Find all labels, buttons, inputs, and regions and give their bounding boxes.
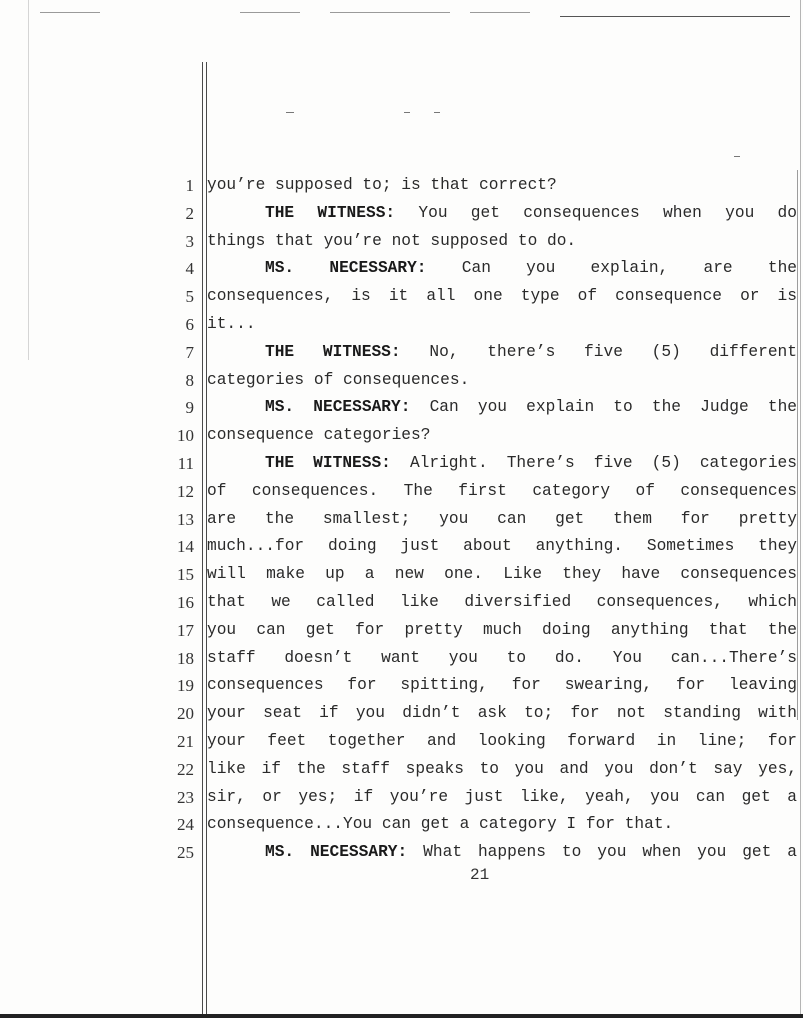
line-text bbox=[207, 756, 797, 784]
spoken-text: Can you explain, are the bbox=[461, 259, 798, 278]
spoken-text: things that you’re not supposed to do. bbox=[207, 231, 577, 250]
spoken-text: consequence...You can get a category I for that. bbox=[207, 815, 674, 834]
line-number: 5 bbox=[185, 287, 194, 307]
margin-rule-right bbox=[797, 170, 798, 720]
transcript-line bbox=[150, 561, 797, 589]
speaker-label: MS. NECESSARY: bbox=[265, 843, 408, 862]
line-text bbox=[207, 339, 797, 367]
scan-artifact bbox=[330, 12, 450, 13]
line-text bbox=[207, 311, 797, 339]
line-text bbox=[207, 506, 797, 534]
line-text bbox=[207, 672, 797, 700]
transcript-line bbox=[150, 172, 797, 200]
speaker-label: THE WITNESS: bbox=[265, 453, 391, 472]
transcript-line bbox=[150, 589, 797, 617]
page-edge-left bbox=[28, 0, 29, 360]
line-text bbox=[207, 478, 797, 506]
transcript-line bbox=[150, 311, 797, 339]
transcript-lines bbox=[150, 172, 797, 867]
scan-artifact bbox=[434, 112, 440, 113]
line-text bbox=[207, 589, 797, 617]
line-number: 18 bbox=[177, 648, 194, 668]
transcript-line bbox=[150, 506, 797, 534]
spoken-text: staff doesn’t want you to do. You can...There’s bbox=[207, 648, 797, 667]
spoken-text: consequence categories? bbox=[207, 426, 431, 445]
line-number: 10 bbox=[177, 426, 194, 446]
transcript-line bbox=[150, 533, 797, 561]
line-number: 12 bbox=[177, 481, 194, 501]
spoken-text: will make up a new one. Like they have consequences bbox=[207, 565, 797, 584]
scan-artifact bbox=[286, 112, 294, 113]
spoken-text: much...for doing just about anything. Sometimes they bbox=[207, 537, 797, 556]
line-text bbox=[207, 283, 797, 311]
transcript-line bbox=[150, 228, 797, 256]
transcript-line bbox=[150, 367, 797, 395]
line-text bbox=[207, 367, 797, 395]
line-number: 24 bbox=[177, 815, 194, 835]
line-number: 21 bbox=[177, 731, 194, 751]
transcript-line bbox=[150, 394, 797, 422]
scan-artifact bbox=[734, 156, 740, 157]
transcript-line bbox=[150, 811, 797, 839]
line-number: 2 bbox=[185, 203, 194, 223]
line-text bbox=[207, 200, 797, 228]
scan-artifact bbox=[240, 12, 300, 13]
line-number: 25 bbox=[177, 843, 194, 863]
line-text bbox=[207, 645, 797, 673]
page-edge-right bbox=[800, 0, 801, 1018]
line-number: 3 bbox=[185, 231, 194, 251]
line-text bbox=[207, 228, 797, 256]
spoken-text: categories of consequences. bbox=[207, 370, 470, 389]
transcript-line bbox=[150, 728, 797, 756]
line-text bbox=[207, 450, 797, 478]
line-text bbox=[207, 394, 797, 422]
line-text bbox=[207, 255, 797, 283]
line-number: 20 bbox=[177, 704, 194, 724]
line-number: 16 bbox=[177, 592, 194, 612]
spoken-text: You get consequences when you do bbox=[418, 203, 797, 222]
speaker-label: THE WITNESS: bbox=[265, 342, 401, 361]
spoken-text: sir, or yes; if you’re just like, yeah, you can get a bbox=[207, 787, 797, 806]
spoken-text: like if the staff speaks to you and you don’t say yes, bbox=[207, 759, 797, 778]
line-number: 15 bbox=[177, 565, 194, 585]
transcript-line bbox=[150, 422, 797, 450]
spoken-text: are the smallest; you can get them for pretty bbox=[207, 509, 797, 528]
transcript-line bbox=[150, 645, 797, 673]
line-number: 13 bbox=[177, 509, 194, 529]
speaker-label: MS. NECESSARY: bbox=[265, 398, 411, 417]
line-number: 19 bbox=[177, 676, 194, 696]
transcript-line bbox=[150, 617, 797, 645]
scan-artifact bbox=[560, 16, 790, 17]
line-number: 14 bbox=[177, 537, 194, 557]
scan-artifact bbox=[470, 12, 530, 13]
line-number: 17 bbox=[177, 620, 194, 640]
line-number: 23 bbox=[177, 787, 194, 807]
spoken-text: No, there’s five (5) different bbox=[429, 342, 797, 361]
spoken-text: Alright. There’s five (5) categories bbox=[409, 453, 797, 472]
spoken-text: consequences for spitting, for swearing, for leaving bbox=[207, 676, 797, 695]
transcript-line bbox=[150, 700, 797, 728]
line-text bbox=[207, 422, 797, 450]
transcript-line bbox=[150, 784, 797, 812]
transcript-line bbox=[150, 255, 797, 283]
transcript-line bbox=[150, 839, 797, 867]
speaker-label: MS. NECESSARY: bbox=[265, 259, 427, 278]
transcript-line bbox=[150, 200, 797, 228]
line-text bbox=[207, 784, 797, 812]
line-text bbox=[207, 728, 797, 756]
line-text bbox=[207, 172, 797, 200]
line-number: 7 bbox=[185, 342, 194, 362]
spoken-text: your feet together and looking forward in line; for bbox=[207, 731, 797, 750]
spoken-text: you can get for pretty much doing anything that the bbox=[207, 620, 797, 639]
spoken-text: you’re supposed to; is that correct? bbox=[207, 176, 557, 194]
spoken-text: What happens to you when you get a bbox=[423, 843, 798, 862]
line-text bbox=[207, 839, 797, 867]
line-text bbox=[207, 533, 797, 561]
scan-border-bottom bbox=[0, 1014, 803, 1018]
page-number: 21 bbox=[470, 866, 490, 884]
scan-artifact bbox=[404, 112, 410, 113]
spoken-text: of consequences. The first category of consequences bbox=[207, 481, 797, 500]
line-number: 4 bbox=[185, 259, 194, 279]
line-text bbox=[207, 811, 797, 839]
scan-artifact bbox=[40, 12, 100, 13]
spoken-text: consequences, is it all one type of consequence or is bbox=[207, 287, 797, 306]
spoken-text: your seat if you didn’t ask to; for not standing with bbox=[207, 704, 797, 723]
line-number: 11 bbox=[177, 453, 194, 473]
transcript-line bbox=[150, 756, 797, 784]
transcript-line bbox=[150, 339, 797, 367]
transcript-line bbox=[150, 478, 797, 506]
transcript-line bbox=[150, 283, 797, 311]
line-text bbox=[207, 617, 797, 645]
spoken-text: Can you explain to the Judge the bbox=[429, 398, 798, 417]
spoken-text: it... bbox=[207, 314, 256, 333]
transcript-line bbox=[150, 450, 797, 478]
transcript-line bbox=[150, 672, 797, 700]
speaker-label: THE WITNESS: bbox=[265, 203, 396, 222]
line-text bbox=[207, 700, 797, 728]
line-number: 1 bbox=[185, 176, 194, 195]
line-number: 8 bbox=[185, 370, 194, 390]
line-number: 9 bbox=[185, 398, 194, 418]
line-text bbox=[207, 561, 797, 589]
spoken-text: that we called like diversified consequences, which bbox=[207, 592, 797, 611]
line-number: 22 bbox=[177, 759, 194, 779]
line-number: 6 bbox=[185, 314, 194, 334]
